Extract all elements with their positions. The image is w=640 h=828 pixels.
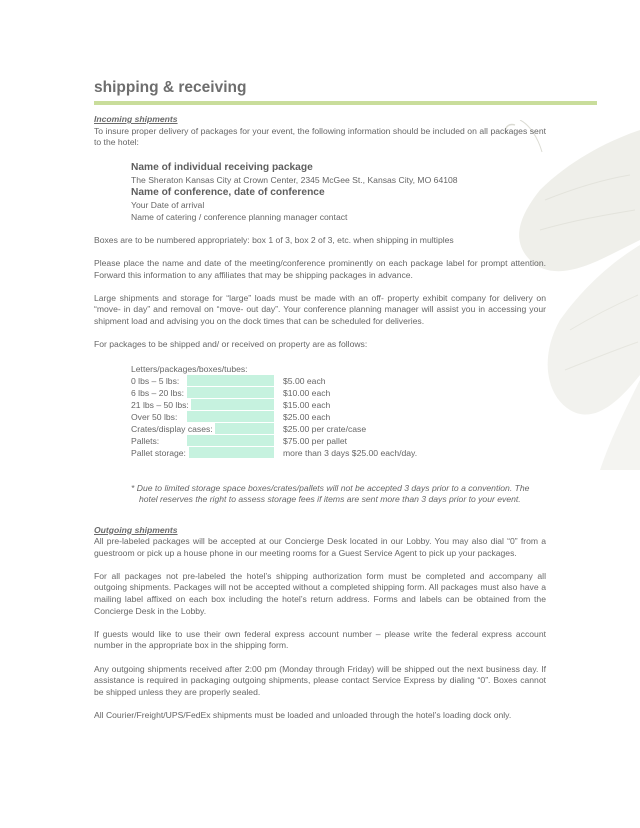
outgoing-para-3: If guests would like to use their own federal express account number – please write the federal express account number in the appropriate box in the shipping form. bbox=[94, 628, 546, 651]
incoming-intro: To insure proper delivery of packages for your event, the following information should be included on all packages sent to the hotel: bbox=[94, 125, 546, 148]
rate-label: Pallet storage: bbox=[131, 447, 186, 458]
rate-label: Pallets: bbox=[131, 435, 160, 446]
document-body bbox=[94, 114, 546, 722]
rate-value: $25.00 each bbox=[283, 411, 331, 422]
page-title: shipping & receiving bbox=[94, 79, 247, 96]
rate-row bbox=[131, 447, 546, 459]
rate-value: more than 3 days $25.00 each/day. bbox=[283, 447, 418, 458]
title-rule bbox=[94, 101, 597, 105]
para-boxes: Boxes are to be numbered appropriately: box 1 of 3, box 2 of 3, etc. when shipping in multiples bbox=[94, 234, 454, 245]
rate-row bbox=[131, 375, 546, 387]
incoming-heading: Incoming shipments bbox=[94, 114, 178, 124]
rate-heading: Letters/packages/boxes/tubes: bbox=[131, 363, 248, 374]
outgoing-heading: Outgoing shipments bbox=[94, 524, 178, 535]
rate-table bbox=[131, 363, 546, 459]
address-line-5: Name of catering / conference planning manager contact bbox=[131, 211, 348, 222]
rate-value: $10.00 each bbox=[283, 387, 331, 398]
para-large: Large shipments and storage for “large” loads must be made with an off- property exhibit company for delivery on “move- in day” and removal on “move- out day”. Your conference planning manager will assist you in accessing your shipment load and advising you on the dock times that can be scheduled for deliveries. bbox=[94, 292, 546, 326]
rate-value: $15.00 each bbox=[283, 399, 331, 410]
address-line-2: The Sheraton Kansas City at Crown Center, 2345 McGee St., Kansas City, MO 64108 bbox=[131, 174, 458, 185]
outgoing-para-5: All Courier/Freight/UPS/FedEx shipments must be loaded and unloaded through the hotel’s loading dock only. bbox=[94, 710, 512, 720]
rate-highlight bbox=[187, 435, 274, 446]
rate-row bbox=[131, 435, 546, 447]
rate-value: $5.00 each bbox=[283, 375, 326, 386]
rate-highlight bbox=[187, 375, 274, 386]
footnote-line-2: hotel reserves the right to assess storage fees if items are sent more than 3 days prior to your event. bbox=[139, 494, 521, 505]
rate-label: Crates/display cases: bbox=[131, 423, 213, 434]
rate-value: $25.00 per crate/case bbox=[283, 423, 367, 434]
footnote-line-1: * Due to limited storage space boxes/crates/pallets will not be accepted 3 days prior to a convention. The bbox=[131, 482, 530, 493]
address-line-3: Name of conference, date of conference bbox=[131, 186, 325, 198]
rate-label: 21 lbs – 50 lbs: bbox=[131, 399, 189, 410]
rate-heading-row bbox=[131, 363, 546, 375]
address-block bbox=[131, 161, 546, 223]
rate-label: Over 50 lbs: bbox=[131, 411, 178, 422]
rate-highlight bbox=[189, 447, 274, 458]
para-label: Please place the name and date of the meeting/conference prominently on each package label for prompt attention. Forward this information to any affiliates that may be shipping packages in advance. bbox=[94, 257, 546, 280]
outgoing-para-2: For all packages not pre-labeled the hotel’s shipping authorization form must be completed and accompany all outgoing shipments. Packages will not be accepted without a completed shipping form. All packages must also have a mailing label affixed on each box including the hotel’s return address. Forms and labels can be obtained from the Concierge Desk in the Lobby. bbox=[94, 570, 546, 616]
rate-highlight bbox=[215, 423, 274, 434]
rate-highlight bbox=[187, 387, 274, 398]
rate-label: 0 lbs – 5 lbs: bbox=[131, 375, 180, 386]
rate-row bbox=[131, 387, 546, 399]
address-line-4: Your Date of arrival bbox=[131, 199, 205, 210]
storage-footnote bbox=[131, 483, 546, 506]
rate-highlight bbox=[191, 399, 274, 410]
outgoing-para-1: All pre-labeled packages will be accepted at our Concierge Desk located in our Lobby. You may also dial “0” from a guestroom or pick up a house phone in our meeting rooms for a Guest Service Agent to pick up your packages. bbox=[94, 536, 546, 558]
rate-row bbox=[131, 411, 546, 423]
para-rates-intro: For packages to be shipped and/ or received on property are as follows: bbox=[94, 339, 368, 350]
address-line-1: Name of individual receiving package bbox=[131, 161, 313, 173]
rate-row bbox=[131, 423, 546, 435]
rate-row bbox=[131, 399, 546, 411]
rate-highlight bbox=[187, 411, 274, 422]
rate-label: 6 lbs – 20 lbs: bbox=[131, 387, 185, 398]
outgoing-para-4: Any outgoing shipments received after 2:00 pm (Monday through Friday) will be shipped out the next business day. If assistance is required in packaging outgoing shipments, please contact Service Express by dialing “0”. Boxes cannot be shipped unless they are properly sealed. bbox=[94, 663, 546, 697]
rate-value: $75.00 per pallet bbox=[283, 435, 348, 446]
